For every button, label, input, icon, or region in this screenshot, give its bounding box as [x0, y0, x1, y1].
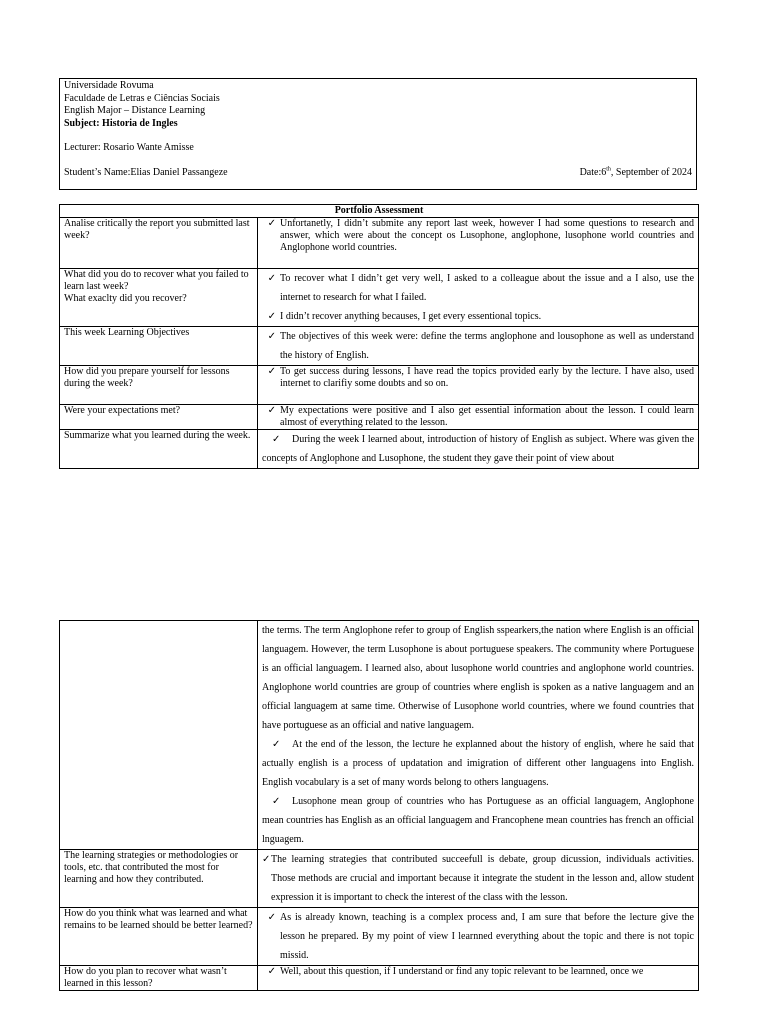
table-row — [60, 405, 699, 430]
portfolio-assessment-table — [59, 204, 699, 469]
answer-cell: ✓ My expectations were positive and I also get essential information about the lesson. I could learn almost of everything related to the lesson. — [258, 405, 699, 430]
table-title: Portfolio Assessment — [60, 205, 699, 218]
summary-continued: the terms. The term Anglophone refer to group of English sspearkers,the nation where English is an official languagem. However, the term Lusophone is about portuguese speakers. The community where Portuguese is an official languagem. I learned also, about lusophone world countries and anglophone world countries. Anglophone world countries are group of countries where english is spoken as a native languagem and an official languagem at same time. Otherwise of Lusophone world countries, where we found countries that have portuguese as an official and native languagem. — [262, 625, 694, 731]
check-icon: ✓ — [267, 273, 276, 284]
question-cell: This week Learning Objectives — [60, 327, 258, 366]
check-icon: ✓ — [272, 796, 281, 807]
check-icon: ✓ — [272, 434, 281, 445]
question-cell: Summarize what you learned during the week. — [60, 430, 258, 469]
university-name: Universidade Rovuma — [64, 80, 154, 91]
answer-cell: ✓ The objectives of this week were: define the terms anglophone and lousophone as well as understand the history of English. — [258, 327, 699, 366]
check-icon: ✓ — [267, 405, 276, 416]
header-box — [59, 78, 697, 190]
lecturer-line: Lecturer: Rosario Wante Amisse — [64, 142, 194, 153]
table-row — [60, 621, 699, 850]
answer-cell: ✓ To recover what I didn’t get very well, I asked to a colleague about the issue and a I also, use the internet to research for what I failed. ✓ I didn’t recover anything becauses, I get every essentional topics. — [258, 269, 699, 327]
table-row — [60, 908, 699, 966]
answer-cell: ✓ As is already known, teaching is a complex process and, I am sure that before the lecture give the lesson he prepared. By my point of view I learnned everything about the topic and there is not topic missid. — [258, 908, 699, 966]
summary-paragraph-3: Lusophone mean group of countries who has Portuguese as an official languagem, Anglophone mean countries has English as an official languagem and Francophene mean countries has french an official lnguagem. — [262, 796, 694, 845]
check-icon: ✓ — [262, 854, 271, 865]
answer-cell: ✓ To get success during lessons, I have read the topics provided early by the lecture. I have also, used internet to clarifiy some doubts and so on. — [258, 366, 699, 405]
answer-cell: ✓ During the week I learned about, introduction of history of English as subject. Where was given the concepts of Anglophone and Lusophone, the student they gave their point of view about — [258, 430, 699, 469]
table-row — [60, 327, 699, 366]
question-cell: How do you think what was learned and what remains to be learned should be better learned? — [60, 908, 258, 966]
table-row — [60, 966, 699, 991]
question-cell: How do you plan to recover what wasn’t learned in this lesson? — [60, 966, 258, 991]
question-cell: Analise critically the report you submitted last week? — [60, 218, 258, 269]
check-icon: ✓ — [267, 912, 276, 923]
table-row — [60, 269, 699, 327]
subject-line: Subject: Historia de Ingles — [64, 117, 178, 129]
question-cell — [60, 621, 258, 850]
question-cell: How did you prepare yourself for lessons during the week? — [60, 366, 258, 405]
student-name-line: Student’s Name:Elias Daniel Passangeze — [64, 166, 228, 178]
check-icon: ✓ — [267, 366, 276, 377]
table-row — [60, 430, 699, 469]
question-cell: Were your expectations met? — [60, 405, 258, 430]
answer-cell: ✓ Well, about this question, if I understand or find any topic relevant to be learnned, once we — [258, 966, 699, 991]
answer-cell: ✓ Unfortanetly, I didn’t submite any report last week, however I had some questions to research and answer, which were about the concept os Lusophone, anglophone, lusophone world countries and Anglophone world countries. — [258, 218, 699, 269]
check-icon: ✓ — [267, 331, 276, 342]
check-icon: ✓ — [272, 739, 281, 750]
answer-cell: ✓ The learning strategies that contributed succeefull is debate, group dicussion, individuals activities. Those methods are crucial and important because it integrate the student in the lesson and, allow student expression it is important to check the interest of the class with the lesson. — [258, 850, 699, 908]
faculty-name: Faculdade de Letras e Ciências Sociais — [64, 92, 220, 104]
program-name: English Major – Distance Learning — [64, 105, 206, 116]
answer-cell — [258, 621, 699, 850]
question-cell: The learning strategies or methodologies or tools, etc. that contributed the most for learning and how they contributed. — [60, 850, 258, 908]
table-row — [60, 850, 699, 908]
date-line: Date:6th, September of 2024 — [579, 166, 692, 178]
question-cell: What did you do to recover what you failed to learn last week? What exaclty did you recover? — [60, 269, 258, 327]
check-icon: ✓ — [267, 311, 276, 322]
check-icon: ✓ — [267, 966, 276, 977]
check-icon: ✓ — [267, 218, 276, 229]
portfolio-assessment-table-continued — [59, 620, 699, 991]
table-row — [60, 218, 699, 269]
summary-paragraph-2: At the end of the lesson, the lecture he explanned about the history of english, where he said that actually english is a process of updatation and imigration of different other languagens into English. English vocabulary is a set of many words belong to others languagens. — [262, 739, 694, 788]
table-row — [60, 366, 699, 405]
